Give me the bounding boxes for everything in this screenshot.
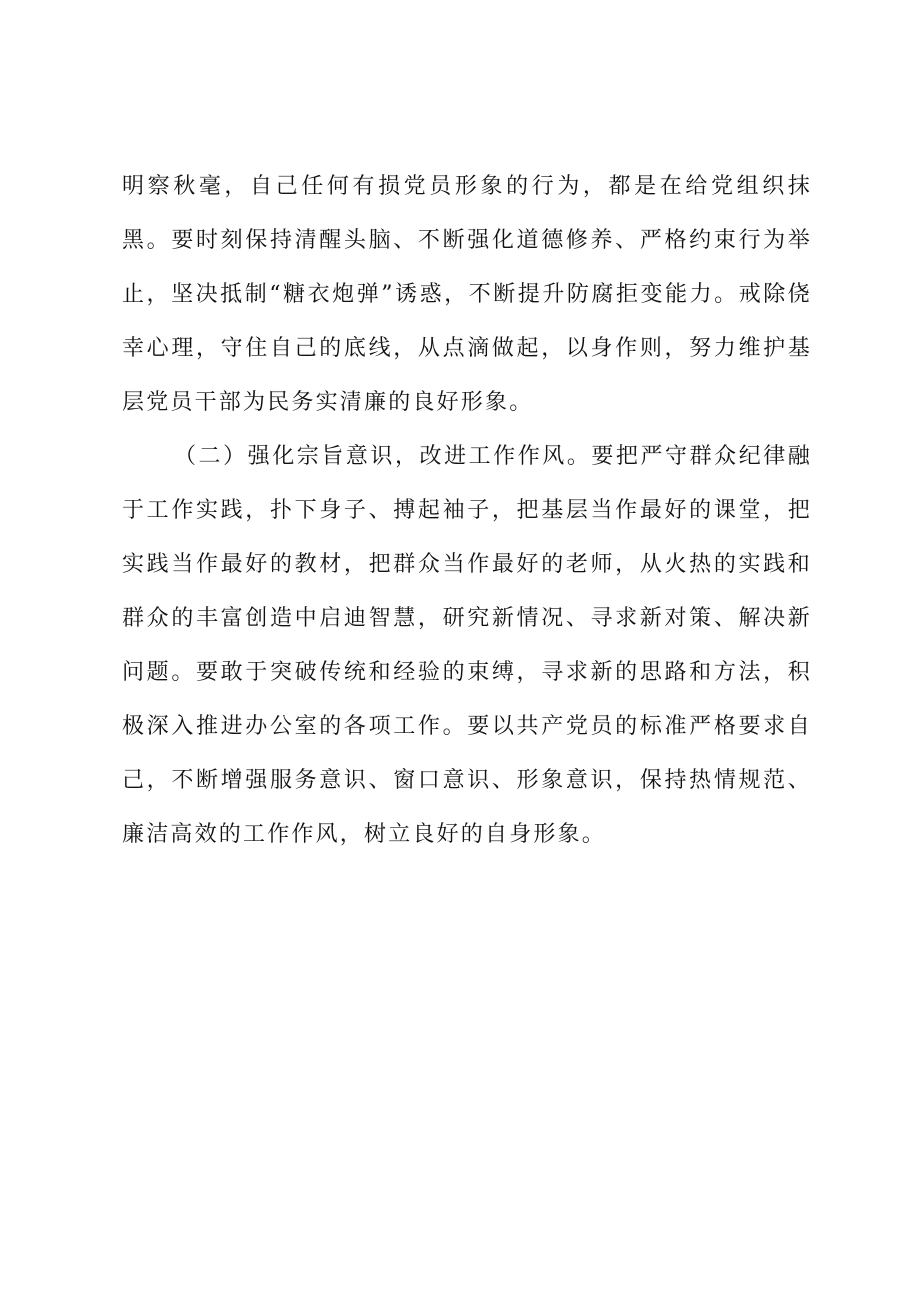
paragraph-section-two: （二）强化宗旨意识，改进工作作风。要把严守群众纪律融于工作实践，扑下身子、搏起袖子，把基层当作最好的课堂，把实践当作最好的教材，把群众当作最好的老师，从火热的实践和群众的丰富创造中启迪智慧，研究新情况、寻求新对策、解决新问题。要敢于突破传统和经验的束缚，寻求新的思路和方法，积极深入推进办公室的各项工作。要以共产党员的标准严格要求自己，不断增强服务意识、窗口意识、形象意识，保持热情规范、廉洁高效的工作作风，树立良好的自身形象。: [122, 444, 812, 847]
document-body: [122, 160, 812, 862]
paragraph-continuation: 明察秋毫，自己任何有损党员形象的行为，都是在给党组织抹黑。要时刻保持清醒头脑、不断强化道德修养、严格约束行为举止，坚决抵制“糖衣炮弹”诱惑，不断提升防腐拒变能力。戒除侥幸心理，守住自己的底线，从点滴做起，以身作则，努力维护基层党员干部为民务实清廉的良好形象。: [122, 174, 812, 415]
